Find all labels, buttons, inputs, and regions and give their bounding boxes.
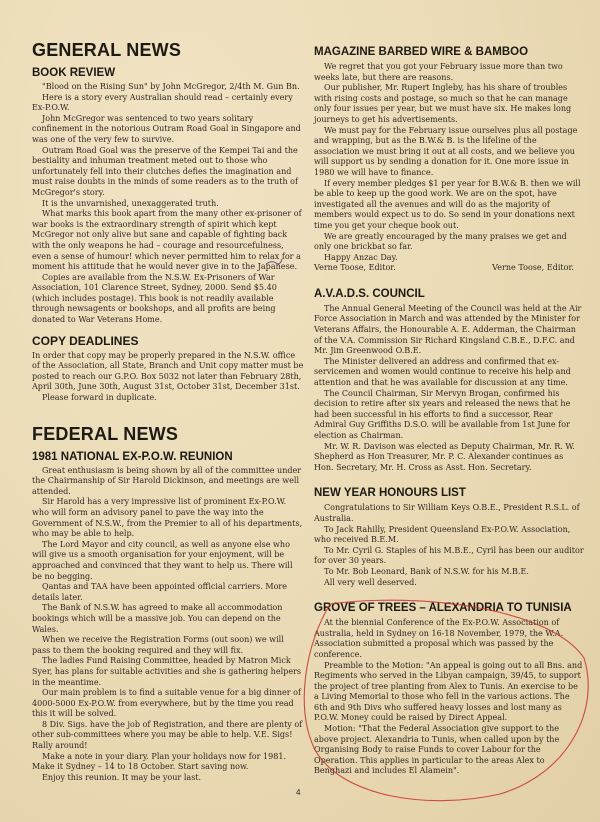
grove-p3: Motion: "That the Federal Association give support to the above project. Alexandria to Tunis, when called upon by the Organising Body to raise Funds to cover Labour for the Operation. This applies in particular to the areas Alex to Benghazi and includes El Alamein". [314,724,560,776]
magazine-p1: We regret that you got your February issue more than two weeks late, but there are reasons. [314,62,563,82]
reunion-p6: When we receive the Registration Forms (out soon) we will pass to them the booking required and they will fix. [32,635,284,655]
magazine-p2: Our publisher, Mr. Rupert Ingleby, has his share of troubles with rising costs and postage, so much so that he can manage only four issues per year, but we must have six. He makes long journeys to get his advertisements. [314,83,572,124]
avads-p4: Mr. W. R. Davison was elected as Deputy Chairman, Mr. R. W. Shepherd as Hon Treasurer, Mr. P. C. Alexander continues as Hon. Secretary, Mr. H. Cross as Asst. Hon. Secretary. [314,441,575,472]
magazine-p4: If every member pledges $1 per year for B.W.& B. then we will be able to keep up the good work. We are on the spot, have investigated all the avenues and will do as the majority of members would expect us to do. So send in your donations next time you get your cheque book out. [314,178,581,230]
book-review-p5: It is the unvarnished, unexaggerated truth. [42,198,219,208]
reunion-p3: The Lord Mayor and city council, as well as anyone else who will give us a smooth organisation for your enjoyment, will be approached and convinced that they want to help us. There will be no begging. [32,539,293,581]
magazine-p5: We are greatly encouraged by the many praises we get and only one brickbat so far. [314,231,567,252]
reunion-p4: Qantas and TAA have been appointed official carriers. More details later. [32,582,288,602]
grove-p2: Preamble to the Motion: "An appeal is going out to all Bns. and Regiments who served in the Libyan campaign, 39/45, to support the project of tree planting from Alex to Tunis. An exercise to be a Living Memorial to those who fell in the various actions. The 6th and 9th Divs who suffered heavy losses and lost many as P.O.W. Money could be raised by Direct Appeal. [314,660,583,723]
reunion-p10: Make a note in your diary. Plan your holidays now for 1981. Make it Sydney – 14 to 18 October. Start saving now. [32,751,287,772]
avads-p1: The Annual General Meeting of the Council was held at the Air Force Association in March and was attended by the Minister for Veterans Affairs, the Honourable A. E. Adderman, the Chairman of the V.A. Commission Sir Richard Kingsland C.B.E., D.F.C. and Mr. Jim Greenwood O.B.E. [314,303,582,356]
general-news-title: GENERAL NEWS [32,40,182,60]
reunion-p2: Sir Harold has a very impressive list of prominent Ex-P.O.W. who will form an advisory panel to pave the way into the Government of N.S.W., from the Premier to all of his departments, who may be able to help. [32,497,303,539]
left-column [32,34,304,783]
grove-heading: GROVE OF TREES – ALEXANDRIA TO TUNISIA [314,602,572,615]
magazine-p3: We must pay for the February issue ourselves plus all postage and wrapping, but as the B.W.& B. is the lifeline of the association we must bring it out at all costs, and we believe you will support us by sending a donation for it. One more issue in 1980 we will have to finance. [314,125,578,177]
honours-p5: All very well deserved. [324,577,417,587]
book-review-p3: John McGregor was sentenced to two years solitary confinement in the notorious Outram Road Goal in Singapore and was one of the very few to survive. [32,113,301,144]
reunion-p11: Enjoy this reunion. It may be your last. [42,772,202,782]
reunion-p7: The ladies Fund Raising Committee, headed by Matron Mick Syer, has plans for suitable activities and she is gathering helpers in the meantime. [32,656,302,687]
book-review-heading: BOOK REVIEW [32,67,116,79]
honours-p1: Congratulations to Sir William Keys O.B.E., President R.S.L. of Australia. [314,503,580,523]
grove-p1: At the biennial Conference of the Ex-P.O.W. Association of Australia, held in Sydney on 16-18 November, 1979, the W.A. Association submitted a proposal which was passed by the conference. [314,618,564,659]
magazine-p6: Happy Anzac Day. [324,252,398,262]
book-review-p2: Here is a story every Australian should read – certainly every Ex-P.O.W. [32,92,293,113]
avads-heading: A.V.A.D.S. COUNCIL [314,287,425,300]
signature-left: Verne Toose, Editor. [314,263,396,273]
reunion-p1: Great enthusiasm is being shown by all of the committee under the Chairmanship of Sir Harold Dickinson, and meetings are well attended. [32,465,302,496]
honours-p2: To Jack Rahilly, President Queensland Ex-P.O.W. Association, who received B.E.M. [314,524,571,545]
book-review-p6: What marks this book apart from the many other ex-prisoner of war books is the extraordinary strength of spirit which kept McGregor not only alive but sane and capable of fighting back with the only weapons he had – courage and resourcefulness, even a sense of humour! which never permitted him to relax for a moment his attitude that he would never give in to the Japanese. [32,209,302,272]
book-review-p1: "Blood on the Rising Sun" by John McGregor, 2/4th M. Gun Bn. [42,82,300,91]
editor-signature [314,263,584,274]
reunion-heading: 1981 NATIONAL EX-P.O.W. REUNION [32,450,233,463]
magazine-heading: MAGAZINE BARBED WIRE & BAMBOO [314,46,529,58]
copy-deadlines-p1: In order that copy may be properly prepared in the N.S.W. office of the Association, all State, Branch and Unit copy matter must be posted to reach our G.P.O. Box 5032 not later than February 28th, April 30th, June 30th, August 31st, October 31st, December 31st. [32,350,304,392]
page-number: 4 [296,788,301,797]
book-review-p7: Copies are available from the N.S.W. Ex-Prisoners of War Association, 101 Clarence Street, Sydney, 2000. Send $5.40 (which includes postage). This book is not readily available through newsagents or bookshops, and all profits are being donated to War Veterans Home. [32,272,277,325]
book-review-p4: Outram Road Goal was the preserve of the Kempei Tai and the bestiality and inhuman treatment meted out to those who unfortunately fell into their clutches defies the imagination and must raise doubts in the minds of some readers as to the truth of McGregor's story. [32,145,299,197]
signature-right: Verne Toose, Editor. [492,263,574,273]
copy-deadlines-heading: COPY DEADLINES [32,333,139,348]
avads-p2: The Minister delivered an address and confirmed that ex-servicemen and women would continue to receive his help and attention and that he was available for discussion at any time. [314,356,571,388]
right-column [314,34,584,777]
pen-tick-mark [264,256,284,270]
honours-heading: NEW YEAR HONOURS LIST [314,487,466,500]
copy-deadlines-p2: Please forward in duplicate. [42,393,157,403]
reunion-p9: 8 Div. Sigs. have the job of Registration, and there are plenty of other sub-committees where you may be able to help. V.E. Sigs! Rally around! [32,719,303,751]
reunion-p8: Our main problem is to find a suitable venue for a big dinner of 4000-5000 Ex-P.O.W. from everywhere, but by the time you read this it will be solved. [32,688,302,719]
federal-news-title: FEDERAL NEWS [32,423,179,444]
avads-p3: The Council Chairman, Sir Mervyn Brogan, confirmed his decision to retire after six years and released the news that he had been successful in his efforts to find a successor, Rear Admiral Guy Griffiths D.S.O. will be available from 1st June for election as Chairman. [314,388,571,440]
honours-p4: To Mr. Bob Leonard, Bank of N.S.W. for his M.B.E. [324,566,529,576]
reunion-p5: The Bank of N.S.W. has agreed to make all accommodation bookings which will be a massive job. You can depend on the Wales. [32,603,283,634]
honours-p3: To Mr. Cyril G. Staples of his M.B.E., Cyril has been our auditor for over 30 years. [314,545,584,566]
